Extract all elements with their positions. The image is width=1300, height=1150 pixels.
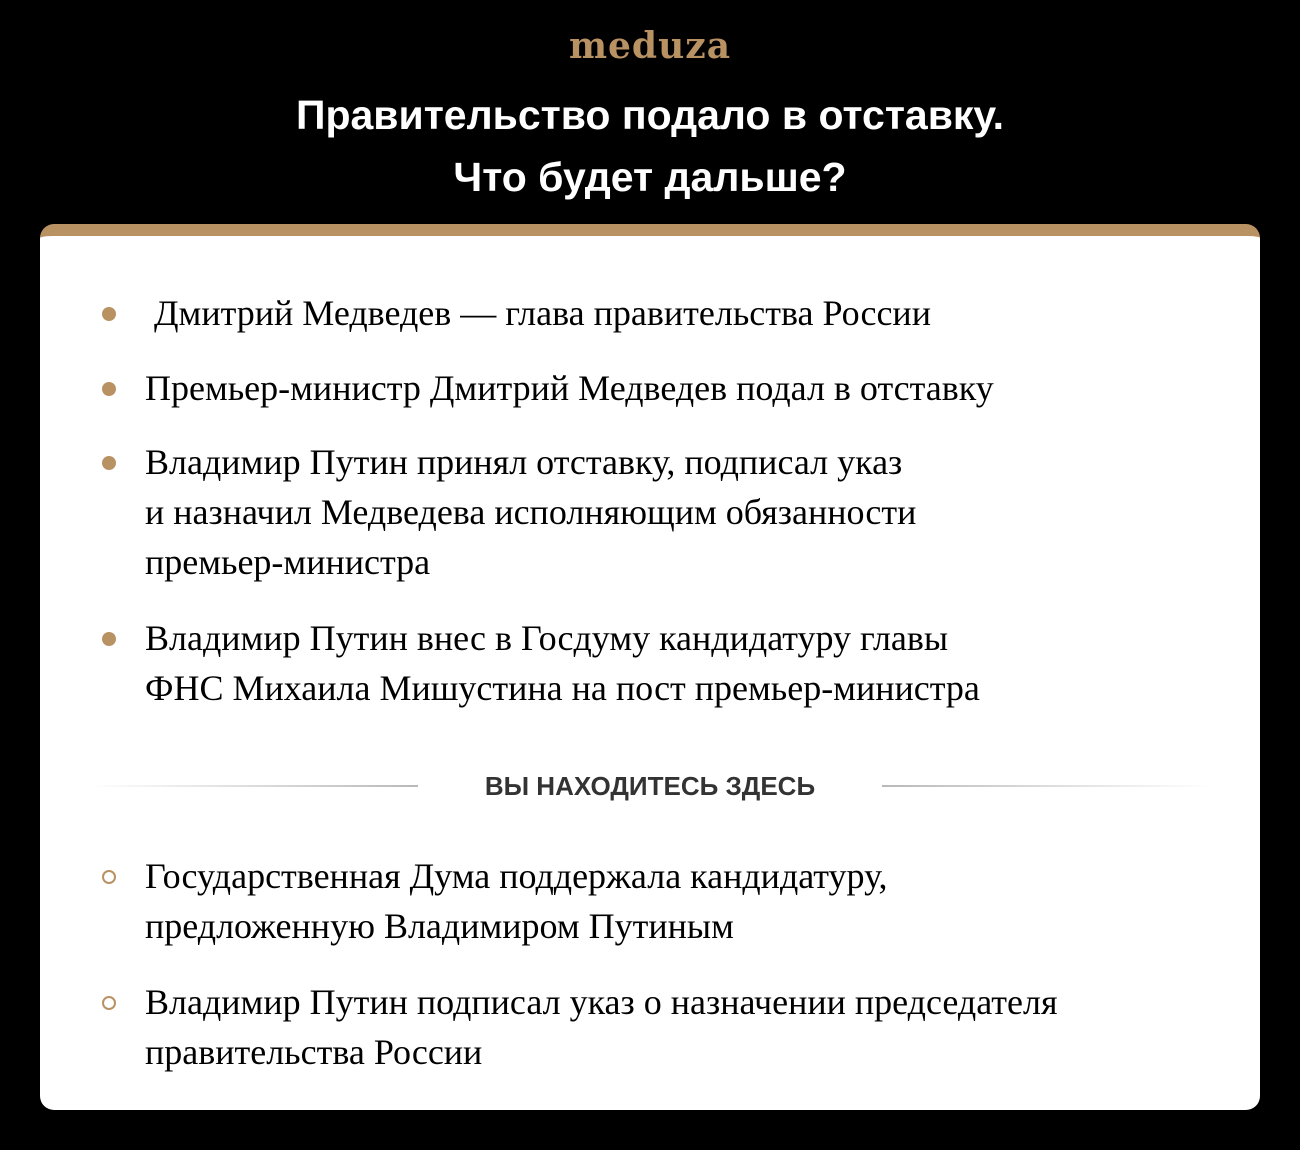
timeline-item-line: ФНС Михаила Мишустина на пост премьер-министра <box>145 668 980 708</box>
timeline-item-text <box>145 363 1235 413</box>
timeline-item-line: Государственная Дума поддержала кандидатуру, <box>145 856 888 896</box>
timeline-item-line: Премьер-министр Дмитрий Медведев подал в отставку <box>145 368 994 408</box>
page-title-line-1: Правительство подало в отставку. <box>295 92 1005 138</box>
filled-bullet-icon <box>102 307 116 321</box>
timeline-item-line: премьер-министра <box>145 542 431 582</box>
divider-line-left <box>88 785 418 787</box>
timeline-item-line: предложенную Владимиром Путиным <box>145 906 734 946</box>
timeline-item-line: и назначил Медведева исполняющим обязанности <box>145 492 917 532</box>
you-are-here-label: ВЫ НАХОДИТЕСЬ ЗДЕСЬ <box>484 771 816 801</box>
filled-bullet-icon <box>102 382 116 396</box>
timeline-item-text <box>145 851 1235 951</box>
meduza-logo: meduza <box>568 25 732 67</box>
page-title <box>0 84 1300 208</box>
timeline-item-line: Владимир Путин принял отставку, подписал указ <box>145 442 903 482</box>
divider-line-right <box>882 785 1212 787</box>
timeline-item-line: Дмитрий Медведев — глава правительства России <box>145 293 931 333</box>
timeline-card <box>40 224 1260 1110</box>
timeline-item-text <box>145 437 1235 587</box>
timeline-item-line: правительства России <box>145 1032 483 1072</box>
timeline-item-line: Владимир Путин внес в Госдуму кандидатуру главы <box>145 618 949 658</box>
hollow-bullet-icon <box>102 870 116 884</box>
timeline-item-text <box>145 288 1235 338</box>
timeline-item-line: Владимир Путин подписал указ о назначении председателя <box>145 982 1058 1022</box>
timeline-item-text <box>145 977 1235 1077</box>
page-title-line-2: Что будет дальше? <box>453 154 847 200</box>
hollow-bullet-icon <box>102 996 116 1010</box>
timeline-item-text <box>145 613 1235 713</box>
filled-bullet-icon <box>102 632 116 646</box>
filled-bullet-icon <box>102 456 116 470</box>
